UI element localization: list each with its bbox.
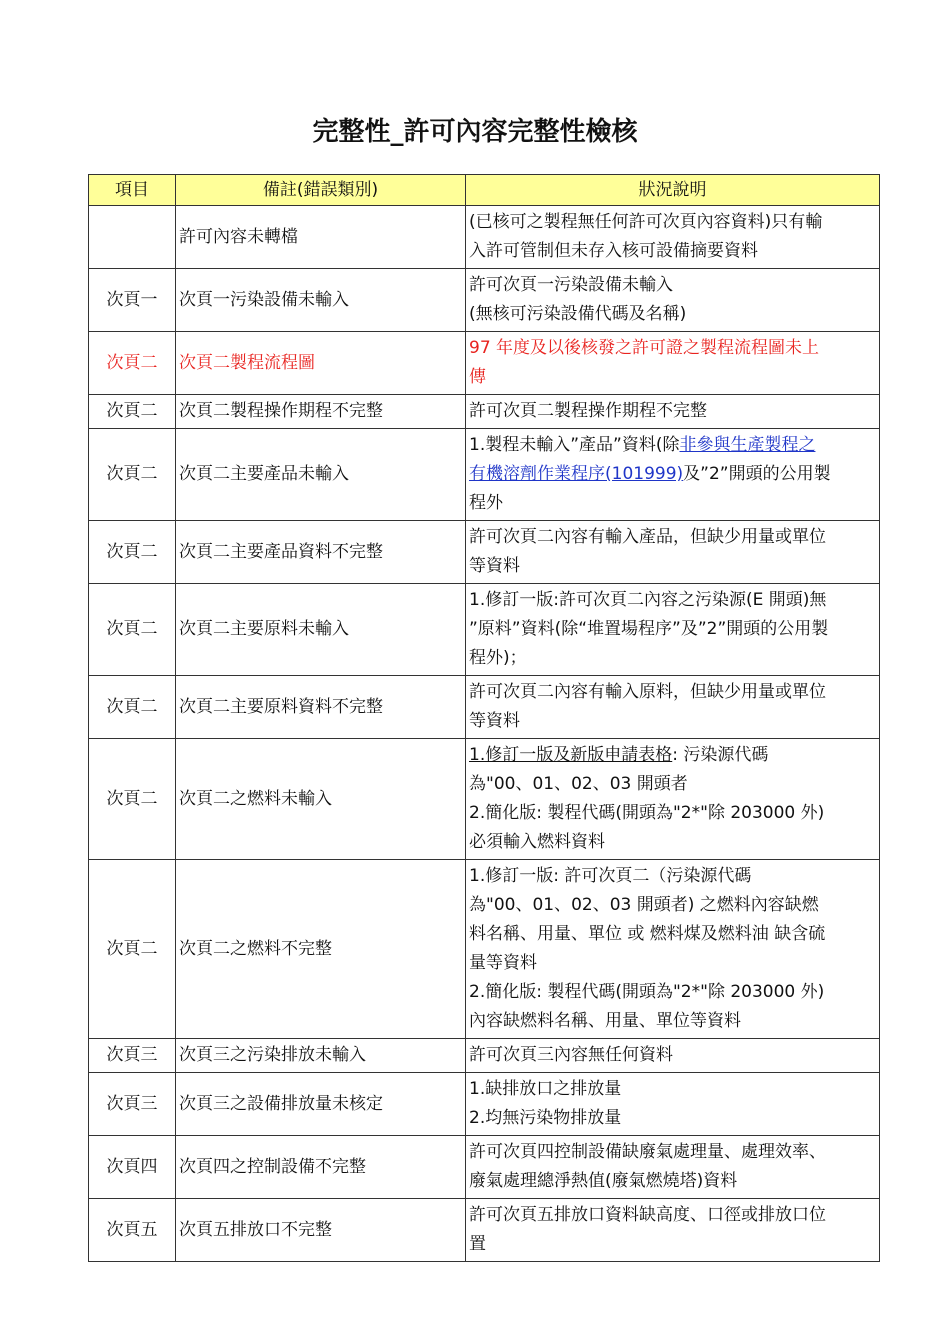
desc-line: (已核可之製程無任何許可次頁內容資料)只有輸	[469, 212, 823, 232]
item-cell: 次頁二	[89, 395, 176, 429]
desc-line: 許可次頁四控制設備缺廢氣處理量、處理效率、	[469, 1142, 826, 1162]
header-note: 備註(錯誤類別)	[176, 175, 466, 206]
desc-cell	[466, 1039, 880, 1073]
process-link[interactable]: 非參與生產製程之	[679, 435, 816, 455]
table-row	[89, 1199, 880, 1262]
desc-cell	[466, 1136, 880, 1199]
item-cell: 次頁五	[89, 1199, 176, 1262]
desc-line: 程外	[469, 493, 503, 513]
table-row	[89, 429, 880, 521]
desc-cell	[466, 1073, 880, 1136]
table-row	[89, 1136, 880, 1199]
desc-cell	[466, 676, 880, 739]
table-row	[89, 521, 880, 584]
note-cell: 次頁一污染設備未輸入	[176, 269, 466, 332]
desc-line	[469, 460, 876, 489]
table-row	[89, 1073, 880, 1136]
process-link-continued[interactable]: 有機溶劑作業程序(101999)	[469, 464, 684, 484]
desc-cell	[466, 739, 880, 860]
note-cell: 次頁二製程流程圖	[176, 332, 466, 395]
desc-line: 為"00、01、02、03 開頭者	[469, 774, 688, 794]
note-cell: 次頁二主要原料資料不完整	[176, 676, 466, 739]
desc-text: 及”2”開頭的公用製	[683, 464, 831, 484]
note-cell: 次頁二主要原料未輸入	[176, 584, 466, 676]
desc-line: 許可次頁二製程操作期程不完整	[469, 401, 707, 421]
desc-line: 2.均無污染物排放量	[469, 1108, 622, 1128]
desc-cell	[466, 860, 880, 1039]
item-cell: 次頁一	[89, 269, 176, 332]
note-cell: 次頁二製程操作期程不完整	[176, 395, 466, 429]
item-cell: 次頁二	[89, 332, 176, 395]
table-row	[89, 206, 880, 269]
desc-line: 置	[469, 1234, 486, 1254]
item-cell: 次頁三	[89, 1039, 176, 1073]
desc-line: 許可次頁二內容有輸入產品，但缺少用量或單位	[469, 527, 826, 547]
completeness-check-table	[88, 174, 880, 1262]
table-header-row	[89, 175, 880, 206]
desc-line: 1.缺排放口之排放量	[469, 1079, 622, 1099]
table-row	[89, 584, 880, 676]
desc-line: 97 年度及以後核發之許可證之製程流程圖未上	[469, 338, 820, 358]
note-cell: 次頁四之控制設備不完整	[176, 1136, 466, 1199]
desc-line: (無核可污染設備代碼及名稱)	[469, 304, 687, 324]
desc-line: 2.簡化版: 製程代碼(開頭為"2*"除 203000 外)	[469, 803, 825, 823]
desc-line: 2.簡化版: 製程代碼(開頭為"2*"除 203000 外)	[469, 982, 825, 1002]
desc-line: 傳	[469, 367, 486, 387]
page-title: 完整性_許可內容完整性檢核	[312, 117, 638, 147]
desc-line: 量等資料	[469, 953, 537, 973]
note-cell: 次頁二主要產品未輸入	[176, 429, 466, 521]
desc-line: 料名稱、用量、單位 或 燃料煤及燃料油 缺含硫	[469, 924, 826, 944]
item-cell: 次頁三	[89, 1073, 176, 1136]
table-row	[89, 860, 880, 1039]
desc-line: 1.修訂一版:許可次頁二內容之污染源(E 開頭)無	[469, 590, 827, 610]
desc-cell	[466, 269, 880, 332]
header-item: 項目	[89, 175, 176, 206]
item-cell: 次頁二	[89, 429, 176, 521]
note-cell: 次頁二主要產品資料不完整	[176, 521, 466, 584]
desc-line: 入許可管制但未存入核可設備摘要資料	[469, 241, 758, 261]
desc-cell	[466, 395, 880, 429]
desc-cell	[466, 1199, 880, 1262]
note-cell: 次頁五排放口不完整	[176, 1199, 466, 1262]
note-cell: 次頁三之污染排放未輸入	[176, 1039, 466, 1073]
desc-text: 1.製程未輸入”產品”資料(除	[469, 435, 680, 455]
item-cell: 次頁二	[89, 860, 176, 1039]
item-cell: 次頁二	[89, 676, 176, 739]
header-desc: 狀況說明	[466, 175, 880, 206]
item-cell: 次頁二	[89, 739, 176, 860]
item-cell: 次頁二	[89, 521, 176, 584]
desc-cell	[466, 206, 880, 269]
table-row-highlighted	[89, 332, 880, 395]
table-row	[89, 739, 880, 860]
desc-underlined-text: 1.修訂一版及新版申請表格	[469, 745, 673, 765]
desc-line: 等資料	[469, 556, 520, 576]
desc-line: 許可次頁二內容有輸入原料，但缺少用量或單位	[469, 682, 826, 702]
desc-line: 許可次頁一污染設備未輸入	[469, 275, 673, 295]
desc-cell	[466, 429, 880, 521]
desc-line: 許可次頁三內容無任何資料	[469, 1045, 673, 1065]
item-cell	[89, 206, 176, 269]
desc-line	[469, 741, 876, 770]
desc-line: 廢氣處理總淨熱值(廢氣燃燒塔)資料	[469, 1171, 738, 1191]
desc-line	[469, 431, 876, 460]
desc-line: 等資料	[469, 711, 520, 731]
desc-line: ”原料”資料(除“堆置場程序”及”2”開頭的公用製	[469, 619, 829, 639]
desc-cell	[466, 332, 880, 395]
note-cell: 次頁二之燃料不完整	[176, 860, 466, 1039]
note-cell: 次頁三之設備排放量未核定	[176, 1073, 466, 1136]
desc-line: 1.修訂一版: 許可次頁二（污染源代碼	[469, 866, 752, 886]
desc-line: 為"00、01、02、03 開頭者) 之燃料內容缺燃	[469, 895, 819, 915]
item-cell: 次頁二	[89, 584, 176, 676]
desc-line: 許可次頁五排放口資料缺高度、口徑或排放口位	[469, 1205, 826, 1225]
note-cell: 次頁二之燃料未輸入	[176, 739, 466, 860]
note-cell: 許可內容未轉檔	[176, 206, 466, 269]
table-row	[89, 269, 880, 332]
table-row	[89, 1039, 880, 1073]
item-cell: 次頁四	[89, 1136, 176, 1199]
table-row	[89, 676, 880, 739]
desc-text: : 污染源代碼	[672, 745, 769, 765]
desc-line: 內容缺燃料名稱、用量、單位等資料	[469, 1011, 741, 1031]
table-row	[89, 395, 880, 429]
desc-cell	[466, 584, 880, 676]
desc-cell	[466, 521, 880, 584]
desc-line: 必須輸入燃料資料	[469, 832, 605, 852]
desc-line: 程外)；	[469, 648, 527, 668]
